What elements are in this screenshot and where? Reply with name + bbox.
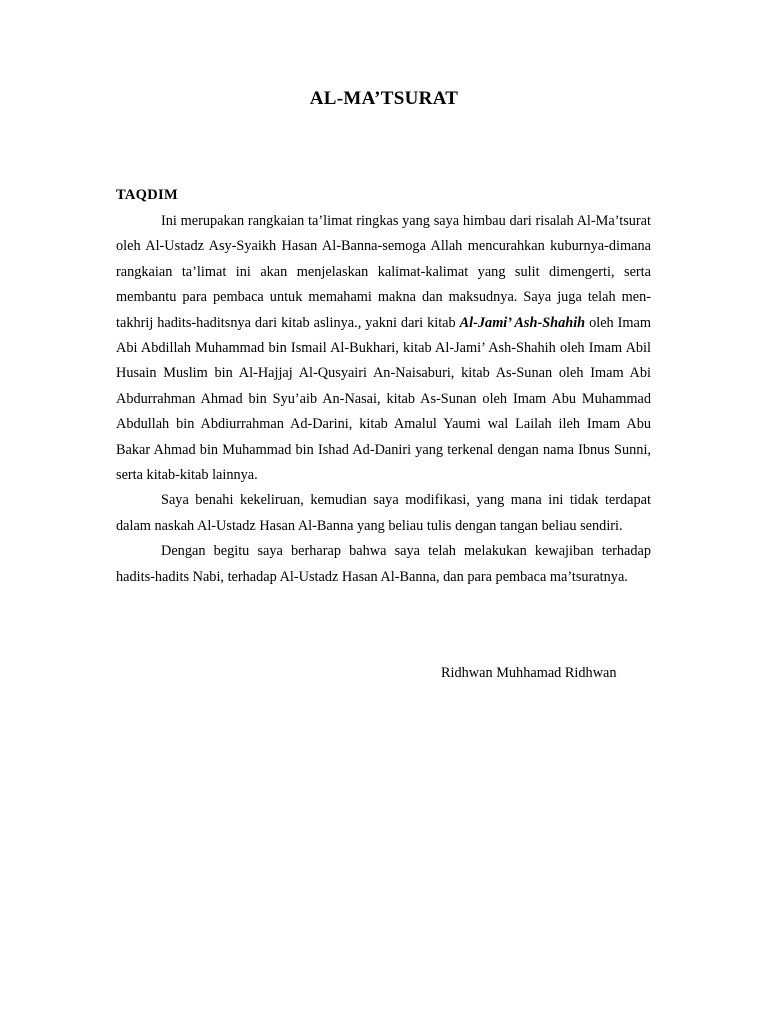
paragraph-1-part-a: Ini merupakan rangkaian ta’limat ringkas yang saya himbau dari risalah Al-Ma’tsurat oleh Al-Ustadz Asy-Syaikh Hasan Al-Banna-semoga Allah mencurahkan kuburnya-dimana rangkaian ta’limat ini akan menjelaskan kalimat-kalimat yang sulit dimengerti, serta membantu para pembaca untuk memahami makna dan maksudnya. Saya juga telah men-takhrij hadits-haditsnya dari kitab aslinya., yakni dari kitab — [116, 213, 651, 331]
paragraph-3: Dengan begitu saya berharap bahwa saya telah melakukan kewajiban terhadap hadits-hadits Nabi, terhadap Al-Ustadz Hasan Al-Banna, dan para pembaca ma’tsuratnya. — [116, 543, 651, 585]
body-text — [116, 209, 651, 590]
book-title-emphasis: Al-Jami’ Ash-Shahih — [459, 314, 586, 331]
section-heading: TAQDIM — [116, 187, 178, 203]
paragraph-1-part-b: oleh Imam Abi Abdillah Muhammad bin Ismail Al-Bukhari, kitab Al-Jami’ Ash-Shahih oleh Imam Abil Husain Muslim bin Al-Hajjaj Al-Qusyairi An-Naisaburi, kitab As-Sunan oleh Imam Abi Abdurrahman Ahmad bin Syu’aib An-Nasai, kitab As-Sunan oleh Imam Abu Muhammad Abdullah bin Abdiurrahman Ad-Darini, kitab Amalul Yaumi wal Lailah ileh Imam Abu Bakar Ahmad bin Muhammad bin Ishad Ad-Daniri yang terkenal dengan nama Ibnus Sunni, serta kitab-kitab lainnya. — [116, 314, 651, 484]
document-title: AL-MA’TSURAT — [309, 88, 459, 109]
author-signature: Ridhwan Muhhamad Ridhwan — [441, 665, 617, 681]
paragraph-2: Saya benahi kekeliruan, kemudian saya modifikasi, yang mana ini tidak terdapat dalam naskah Al-Ustadz Hasan Al-Banna yang beliau tulis dengan tangan beliau sendiri. — [116, 492, 651, 534]
paragraph-1 — [116, 209, 651, 488]
